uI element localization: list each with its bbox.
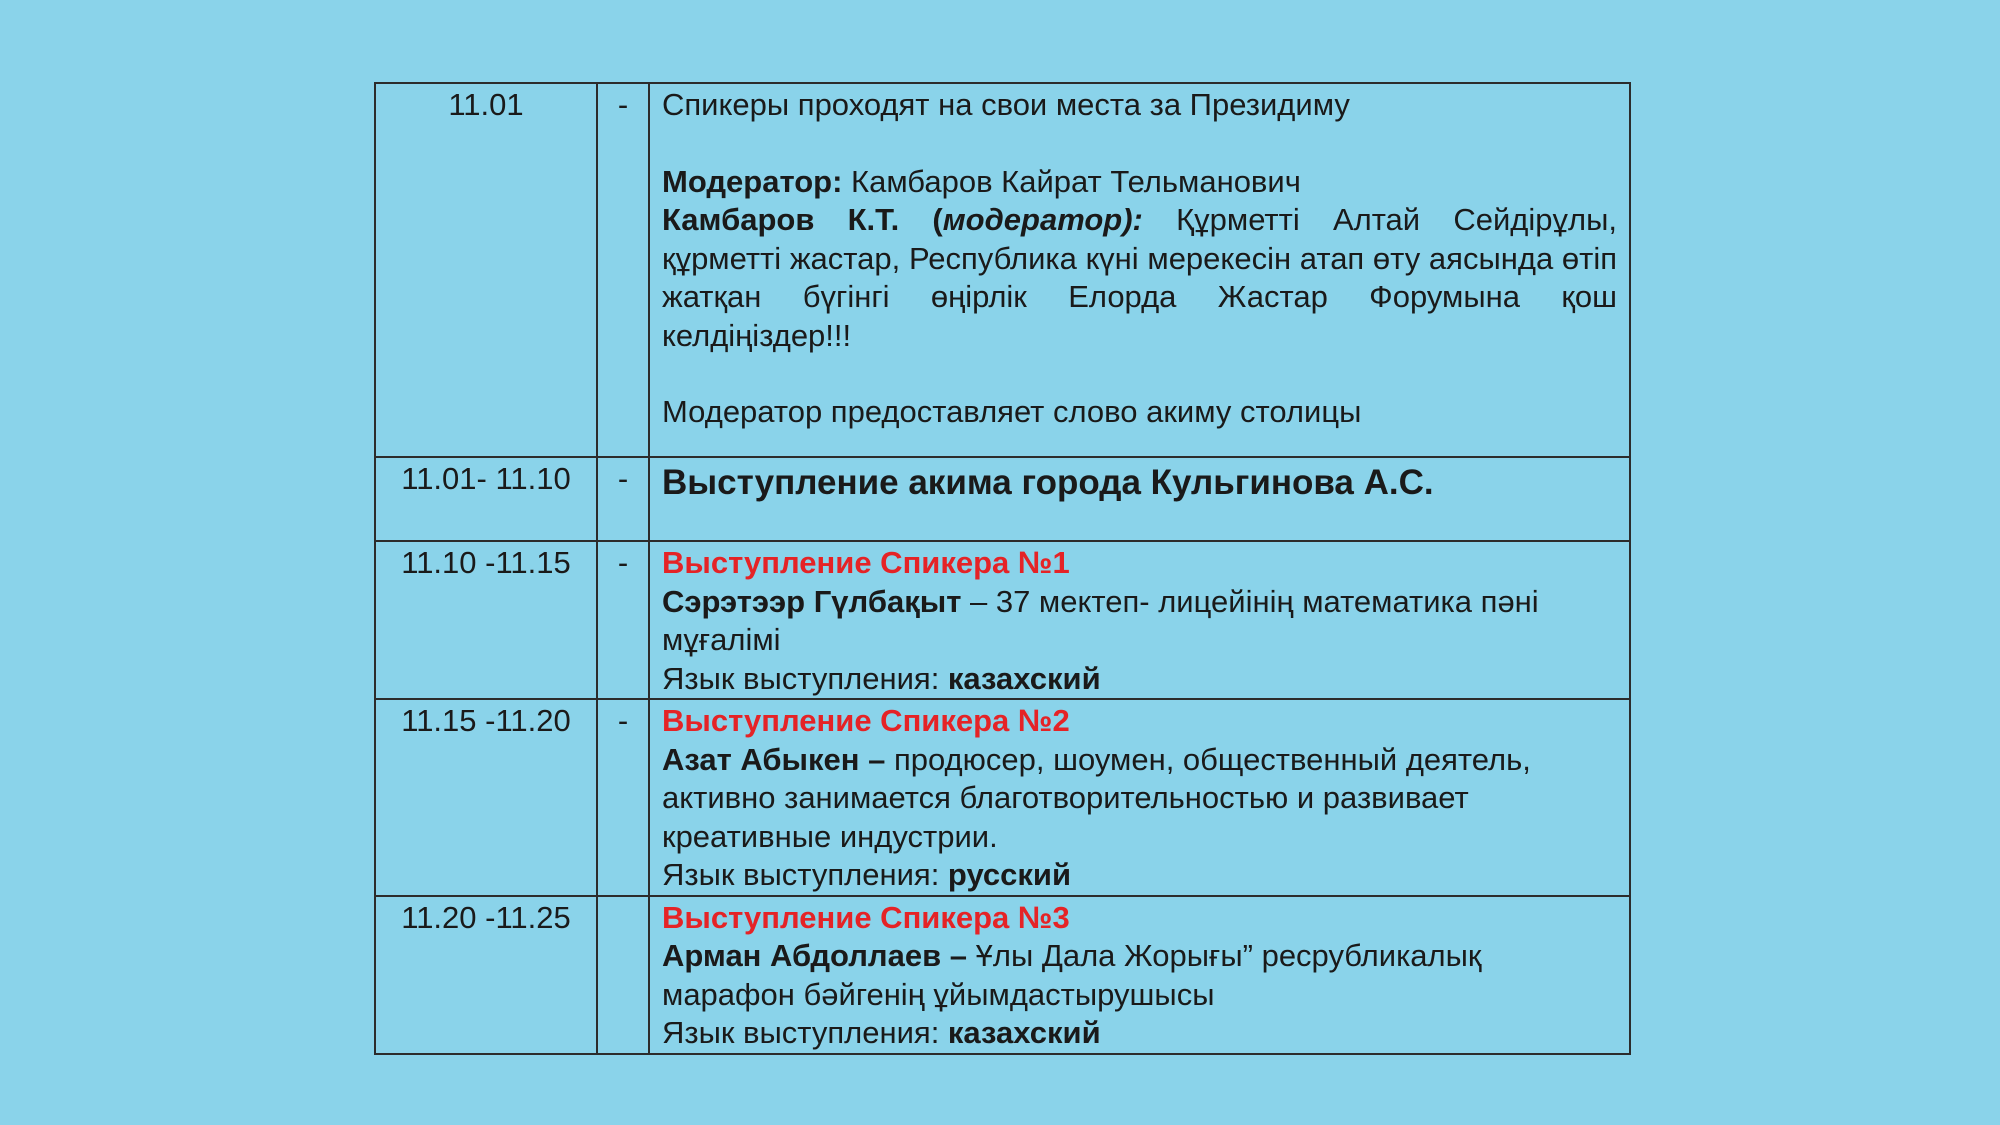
speech-language (662, 856, 1617, 895)
speaker-role: Ұлы Дала Жорығы” ресрубликалық марафон бәйгенің ұйымдастырушысы (662, 938, 1482, 1012)
dash-cell (597, 896, 649, 1054)
moderator-name: Камбаров Кайрат Тельманович (842, 163, 1301, 199)
speaker-role: продюсер, шоумен, общественный деятель, активно занимается благотворительностью и развивает креативные индустрии. (662, 741, 1531, 854)
time-cell: 11.01 (375, 83, 597, 457)
intro-text: Спикеры проходят на свои места за Президиму (662, 87, 1350, 122)
speaker-info (662, 741, 1617, 857)
dash-cell: - (597, 457, 649, 541)
speech-text: Құрметті Алтай Сейдірұлы, құрметті жастар, Республика күні мерекесін атап өту аясында өтіп жатқан бүгінгі өңірлік Елорда Жастар Форумына қош келдіңіздер!!! (662, 202, 1617, 353)
speaker-name: Азат Абыкен – (662, 741, 886, 777)
schedule-row (375, 541, 1630, 699)
speaker-info (662, 583, 1617, 660)
schedule-row (375, 83, 1630, 457)
speaker-title: Выступление Спикера №1 (662, 545, 1070, 580)
akim-speech-title: Выступление акима города Кульгинова А.С. (662, 463, 1434, 502)
moderator-label: Модератор: (662, 163, 843, 199)
speech-language (662, 660, 1617, 699)
schedule-row (375, 699, 1630, 896)
language-value: казахский (947, 1015, 1101, 1050)
speaker-title: Выступление Спикера №3 (662, 899, 1070, 935)
moderator-speech (662, 201, 1617, 355)
moderator-line (662, 163, 1617, 202)
description-cell (649, 896, 1630, 1054)
time-cell: 11.15 -11.20 (375, 699, 597, 896)
description-cell (649, 83, 1630, 457)
description-cell (649, 541, 1630, 699)
language-label: Язык выступления: (662, 1015, 948, 1050)
schedule-row (375, 457, 1630, 541)
speaker-title: Выступление Спикера №2 (662, 703, 1070, 738)
dash-cell: - (597, 83, 649, 457)
time-cell: 11.01- 11.10 (375, 457, 597, 541)
schedule-row (375, 896, 1630, 1054)
language-value: русский (947, 857, 1072, 892)
description-cell (649, 457, 1630, 541)
time-cell: 11.10 -11.15 (375, 541, 597, 699)
description-cell (649, 699, 1630, 896)
language-label: Язык выступления: (662, 857, 948, 892)
speaker-role: – 37 мектеп- лицейінің математика пәні мұғалімі (662, 583, 1539, 657)
speech-language (662, 1014, 1617, 1053)
speaker-info (662, 937, 1617, 1014)
time-cell: 11.20 -11.25 (375, 896, 597, 1054)
dash-cell: - (597, 541, 649, 699)
dash-cell: - (597, 699, 649, 896)
speaker-name: Камбаров К.Т. ( (662, 202, 943, 237)
speaker-name: Арман Абдоллаев – (662, 938, 967, 973)
speaker-role: модератор): (942, 202, 1143, 237)
language-label: Язык выступления: (662, 660, 948, 696)
closing-text: Модератор предоставляет слово акиму столицы (662, 394, 1362, 429)
schedule-table (374, 82, 1631, 1055)
language-value: казахский (947, 660, 1101, 696)
speaker-name: Сэрэтээр Гүлбақыт (662, 583, 962, 619)
